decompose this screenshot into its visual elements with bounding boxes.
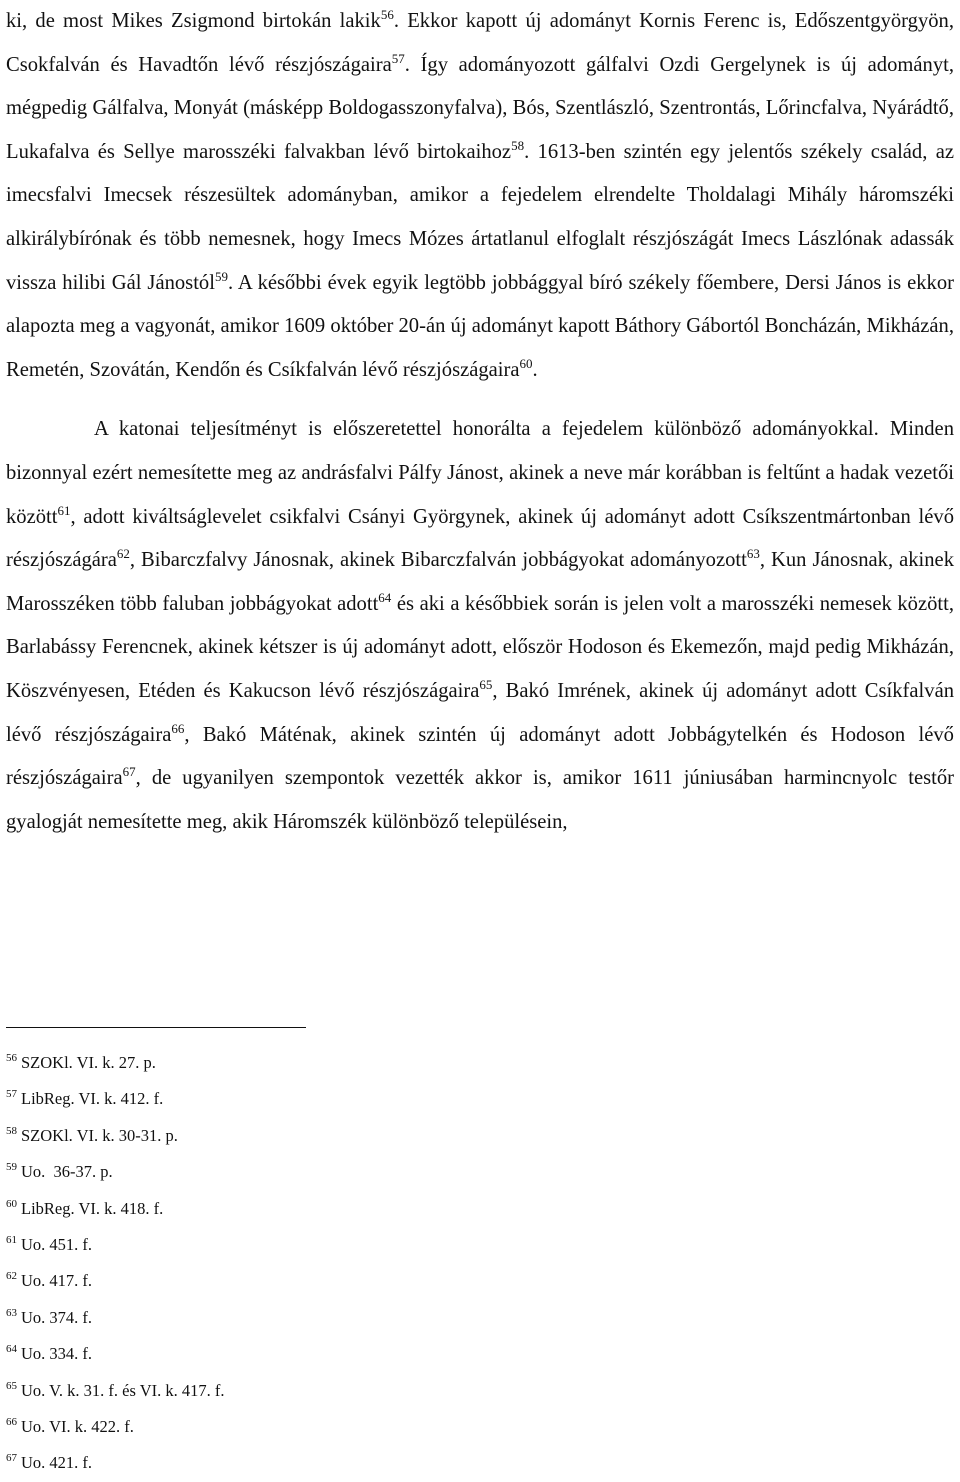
text-run: . Így adományozott gálfalvi Ozdi Gergelynek is új adományt, mégpedig Gálfalva, Monyát (másképp Boldogasszonyfalva), Bós, Szentlászló, Szentrontás, Lőrincfalva, Nyárádtő, Lukafalva és Sellye marosszéki falvakban lévő birtokaihoz [6,53,954,163]
paragraph-2 [6,408,954,844]
footnote-text: Uo. VI. k. 422. f. [21,1416,134,1436]
footnote-reference: 66 [171,720,185,736]
footnote-number: 61 [6,1233,17,1246]
footnote [6,1295,606,1331]
footnote-text: Uo. 334. f. [21,1344,93,1364]
footnote-reference: 61 [57,502,71,518]
footnote-text: Uo. 421. f. [21,1453,93,1473]
text-run: , adott kiváltságlevelet csikfalvi Csányi Györgynek, akinek új adományt adott Csíkszentmártonban lévő részjószágára [6,505,954,572]
footnote-number: 59 [6,1161,17,1174]
footnote-reference: 65 [479,676,493,692]
footnote-separator [6,1027,306,1028]
text-run: , Bakó Máténak, akinek szintén új adományt adott Jobbágytelkén és Hodoson lévő részjószágaira [6,723,954,790]
footnote [6,1113,606,1149]
footnote-number: 62 [6,1270,17,1283]
footnote-number: 63 [6,1306,17,1319]
footnote [6,1040,606,1076]
footnote-text: SZOKl. VI. k. 30-31. p. [21,1125,178,1145]
footnote-number: 57 [6,1088,17,1101]
footnote [6,1404,606,1440]
footnote-number: 60 [6,1197,17,1210]
footnote [6,1368,606,1404]
footnote-text: Uo. V. k. 31. f. és VI. k. 417. f. [21,1380,225,1400]
footnote-number: 56 [6,1052,17,1064]
footnote-reference: 60 [519,355,533,371]
text-run: . [532,358,538,381]
footnote [6,1186,606,1222]
footnote-text: Uo. 374. f. [21,1307,93,1327]
document-page [6,0,955,1473]
footnote-text: LibReg. VI. k. 418. f. [21,1198,164,1218]
footnote [6,1331,606,1367]
footnote-number: 66 [6,1415,17,1428]
text-run: . Ekkor kapott új adományt Kornis Ferenc is, Edőszentgyörgyön, Csokfalván és Havadtőn lévő részjószágaira [6,10,954,76]
text-run: , Kun Jánosnak, akinek Marosszéken több faluban jobbágyokat adott [6,549,954,615]
text-run: , Bibarczfalvy Jánosnak, akinek Bibarczfalván jobbágyokat adományozott [129,549,747,572]
footnote-text: LibReg. VI. k. 412. f. [21,1089,164,1109]
text-run: A katonai teljesítményt is előszeretettel honorálta a fejedelem különböző adományokkal. Minden bizonnyal ezért nemesítette meg az andrásfalvi Pálfy Jánost, akinek a neve már korábban is feltűnt a hadak vezetői között [6,418,954,528]
footnote-number: 58 [6,1124,17,1137]
text-run: és aki a későbbiek során is jelen volt a marosszéki nemesek között, Barlabássy Ferencnek, akinek kétszer is új adományt adott, először Hodoson és Ekemezőn, majd pedig Mikházán, Köszvényesen, Etéden és Kakucson lévő részjószágaira [6,592,954,702]
footnote-number: 67 [6,1452,17,1465]
footnote [6,1149,606,1185]
footnote-reference: 57 [391,50,405,66]
text-run: . 1613-ben szintén egy jelentős székely család, az imecsfalvi Imecsek részesültek adományban, amikor a fejedelem elrendelte Tholdalagi Mihály háromszéki alkirálybírónak és több nemesnek, hogy Imecs Mózes ártatlanul elfoglalt részjószágát Imecs Lászlónak adassák vissza hilibi Gál Jánostól [6,140,954,294]
footnote [6,1076,606,1112]
text-run: , Bakó Imrének, akinek új adományt adott Csíkfalván lévő részjószágaira [6,679,955,746]
footnote-text: Uo. 417. f. [21,1271,93,1291]
footnote-reference: 56 [380,7,394,22]
footnote-text: Uo. 36-37. p. [21,1162,113,1182]
footnote [6,1258,606,1294]
footnote-text: SZOKl. VI. k. 27. p. [21,1053,156,1072]
text-run: , de ugyanilyen szempontok vezették akkor is, amikor 1611 júniusában harmincnyolc testőr gyalogját nemesítette meg, akik Háromszék különböző településein, [6,767,954,833]
text-run: ki, de most Mikes Zsigmond birtokán lakik [6,10,381,32]
paragraph-1 [6,0,954,392]
footnotes-list [6,1040,606,1477]
footnote-number: 65 [6,1379,17,1392]
text-run: . A későbbi évek egyik legtöbb jobbággyal bíró székely főembere, Dersi János is ekkor alapozta meg a vagyonát, amikor 1609 október 20-án új adományt kapott Báthory Gábortól Boncházán, Mikházán, Remetén, Szovátán, Kendőn és Csíkfalván lévő részjószágaira [6,271,954,381]
footnote [6,1440,606,1476]
footnote-reference: 58 [511,137,525,153]
footnote-reference: 63 [746,546,760,562]
footnote-reference: 64 [378,589,392,605]
footnote-reference: 67 [122,764,136,780]
footnote-number: 64 [6,1343,17,1356]
footnote-text: Uo. 451. f. [21,1234,93,1254]
footnote-reference: 62 [116,546,130,562]
footnote-reference: 59 [214,268,228,284]
footnote [6,1222,606,1258]
